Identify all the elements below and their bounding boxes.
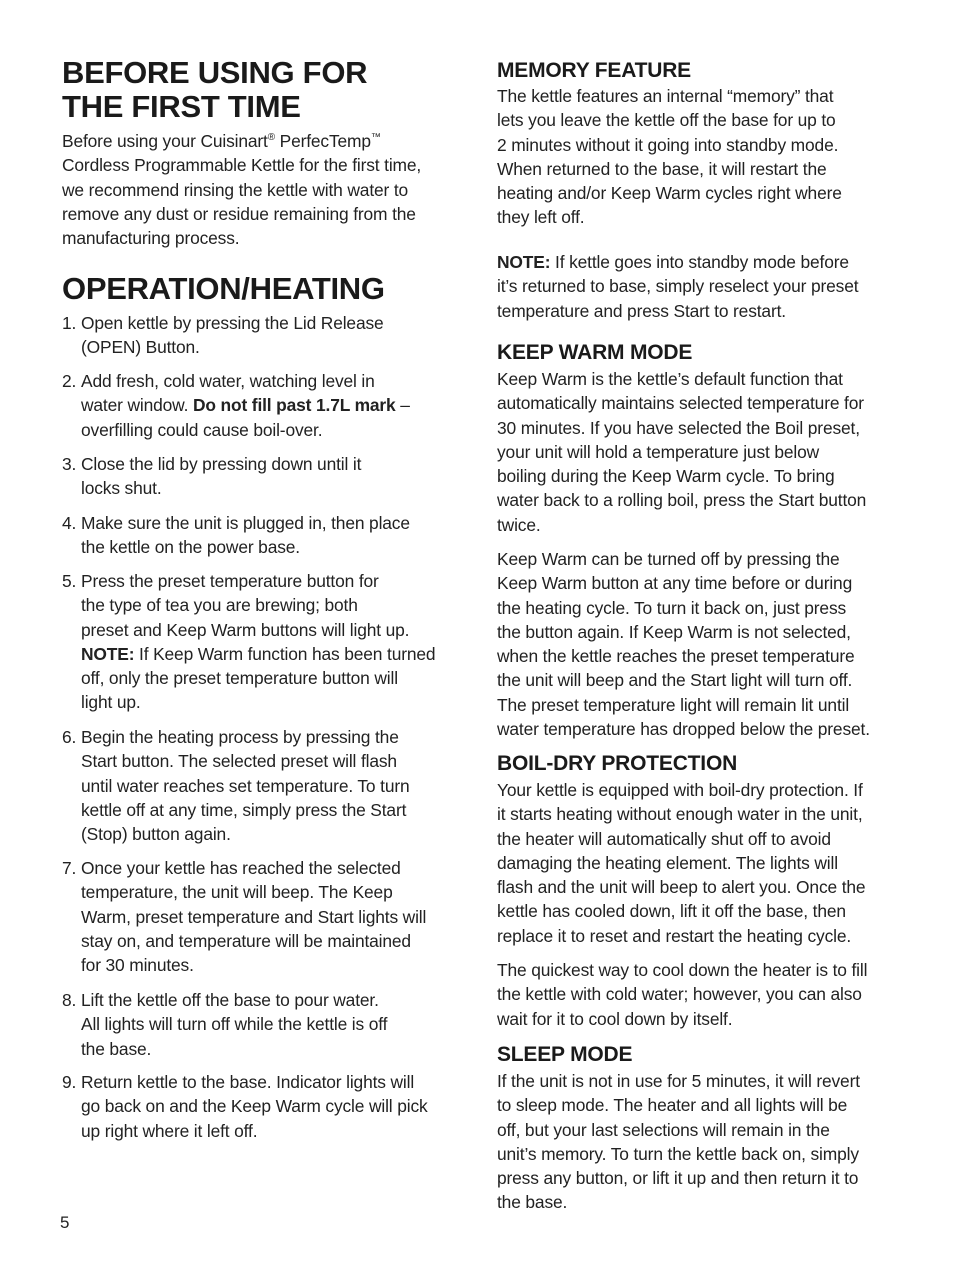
- heading-keep-warm-mode: KEEP WARM MODE: [497, 341, 693, 364]
- page-number: 5: [60, 1213, 70, 1232]
- boil-dry-paragraph-1: Your kettle is equipped with boil-dry protection. If it starts heating without enough water in the unit, the heater will automatically shut off to avoid damaging the heating element. The lights will flash and the unit will beep to alert you. Once the kettle has cooled down, lift it off the base, then replace it to reset and restart the heating cycle.: [497, 780, 866, 946]
- note-label: NOTE:: [81, 643, 135, 664]
- heading-sleep-mode: SLEEP MODE: [497, 1043, 633, 1066]
- list-item-step-5: 5. Press the preset temperature button for the type of tea you are brewing; both preset and Keep Warm buttons will light up. NOTE: If Keep Warm function has been turned off, only the preset temperature button will light up.: [62, 571, 436, 713]
- list-item-step-1: 1. Open kettle by pressing the Lid Release (OPEN) Button.: [62, 313, 384, 358]
- list-item-step-4: 4. Make sure the unit is plugged in, then place the kettle on the power base.: [62, 513, 410, 558]
- keep-warm-paragraph-1: Keep Warm is the kettle’s default function that automatically maintains selected temperature for 30 minutes. If you have selected the Boil preset, your unit will hold a temperature just below boiling during the Keep Warm cycle. To bring water back to a rolling boil, press the Start button twice.: [497, 369, 867, 535]
- note-label: NOTE:: [497, 252, 551, 272]
- before-using-paragraph: Before using your Cuisinart® PerfecTemp™ Cordless Programmable Kettle for the first time, we recommend rinsing the kettle with water to remove any dust or residue remaining from the manufacturing process.: [62, 131, 422, 249]
- heading-boil-dry-protection: BOIL-DRY PROTECTION: [497, 752, 738, 775]
- memory-paragraph: The kettle features an internal “memory” that lets you leave the kettle off the base for up to 2 minutes without it going into standby mode. When returned to the base, it will restart the heating and/or Keep Warm cycles right where they left off.: [497, 86, 842, 228]
- fill-warning: Do not fill past 1.7L mark: [192, 395, 396, 416]
- heading-before-using: BEFORE USING FOR THE FIRST TIME: [62, 55, 368, 124]
- list-item-step-6: 6. Begin the heating process by pressing the Start button. The selected preset will flash until water reaches set temperature. To turn kettle off at any time, simply press the Start (Stop) button again.: [62, 727, 410, 845]
- list-item-step-7: 7. Once your kettle has reached the selected temperature, the unit will beep. The Keep Warm, preset temperature and Start lights will stay on, and temperature will be maintained for 30 minutes.: [62, 858, 427, 976]
- heading-operation-heating: OPERATION/HEATING: [62, 271, 385, 306]
- memory-note-paragraph: NOTE: If kettle goes into standby mode before it’s returned to base, simply reselect your preset temperature and press Start to restart.: [497, 252, 859, 321]
- list-item-step-3: 3. Close the lid by pressing down until it locks shut.: [62, 454, 362, 499]
- keep-warm-paragraph-2: Keep Warm can be turned off by pressing the Keep Warm button at any time before or during the heating cycle. To turn it back on, just press the button again. If Keep Warm is not selected, when the kettle reaches the preset temperature the unit will beep and the Start light will turn off. The preset temperature light will remain lit until water temperature has dropped below the preset.: [497, 549, 870, 740]
- boil-dry-paragraph-2: The quickest way to cool down the heater is to fill the kettle with cold water; however, you can also wait for it to cool down by itself.: [497, 960, 868, 1029]
- heading-memory-feature: MEMORY FEATURE: [497, 59, 691, 82]
- list-item-step-8: 8. Lift the kettle off the base to pour water. All lights will turn off while the kettle is off the base.: [62, 990, 388, 1059]
- sleep-mode-paragraph: If the unit is not in use for 5 minutes, it will revert to sleep mode. The heater and all lights will be off, but your last selections will remain in the unit’s memory. To turn the kettle back on, simply press any button, or lift it up and then return it to the base.: [497, 1071, 860, 1213]
- list-item-step-2: 2. Add fresh, cold water, watching level in water window. Do not fill past 1.7L mark – overfilling could cause boil-over.: [62, 371, 410, 440]
- list-item-step-9: 9. Return kettle to the base. Indicator lights will go back on and the Keep Warm cycle will pick up right where it left off.: [62, 1072, 428, 1141]
